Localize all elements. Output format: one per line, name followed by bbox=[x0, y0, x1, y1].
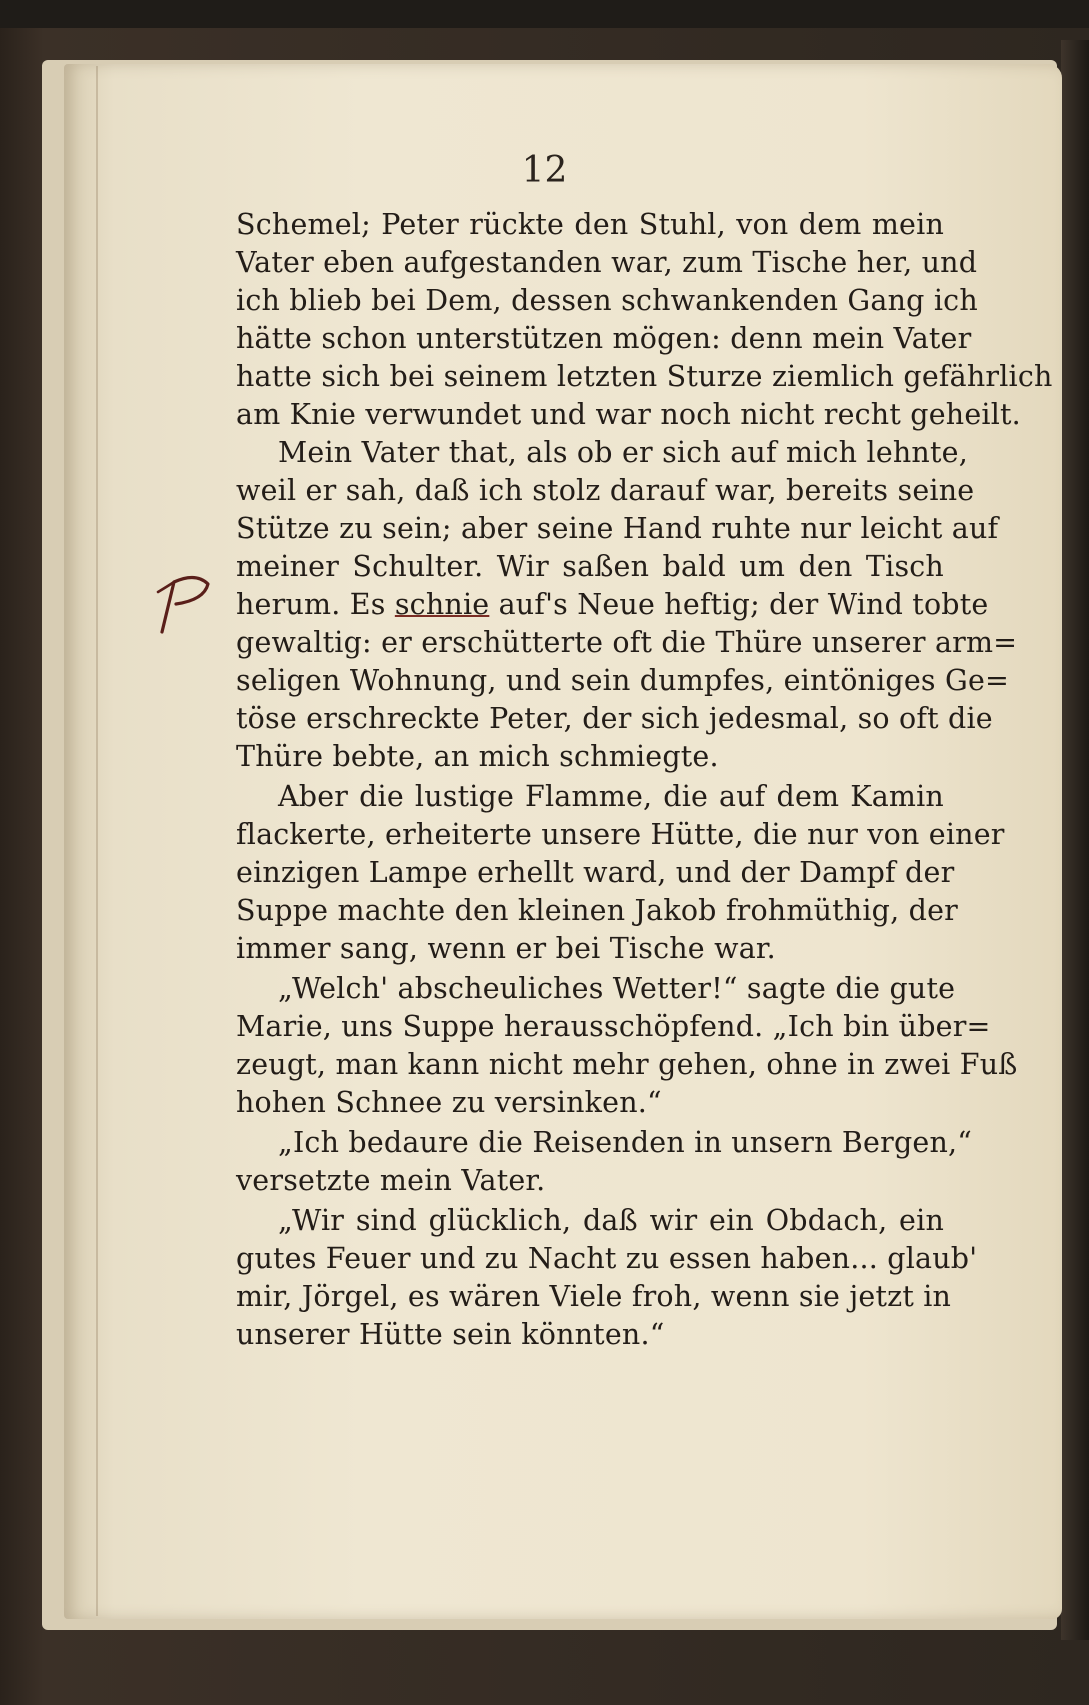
text-line: zeugt, man kann nicht mehr gehen, ohne in zwei Fuß bbox=[236, 1048, 1018, 1081]
text-line: seligen Wohnung, und sein dumpfes, eintöniges Ge= bbox=[236, 664, 1010, 697]
text-line: meiner Schulter. Wir saßen bald um den Tisch bbox=[236, 550, 944, 583]
text-line: Schemel; Peter rückte den Stuhl, von dem mein bbox=[236, 208, 944, 241]
text-line: hohen Schnee zu versinken.“ bbox=[236, 1086, 662, 1119]
text-line: am Knie verwundet und war noch nicht recht geheilt. bbox=[236, 398, 1021, 431]
margin-mark-pencil bbox=[152, 570, 222, 640]
text-line: mir, Jörgel, es wären Viele froh, wenn sie jetzt in bbox=[236, 1280, 952, 1313]
text-line: töse erschreckte Peter, der sich jedesmal, so oft die bbox=[236, 702, 993, 735]
page-fold bbox=[96, 66, 98, 1616]
text-line: versetzte mein Vater. bbox=[236, 1164, 546, 1197]
text-line: weil er sah, daß ich stolz darauf war, bereits seine bbox=[236, 474, 975, 507]
paragraph-start-line: Mein Vater that, als ob er sich auf mich lehnte, bbox=[278, 436, 968, 469]
paragraph-start-line: „Welch' abscheuliches Wetter!“ sagte die gute bbox=[278, 972, 956, 1005]
text-line: Vater eben aufgestanden war, zum Tische her, und bbox=[236, 246, 978, 279]
cover-edge bbox=[1061, 40, 1089, 1640]
text-line: ich blieb bei Dem, dessen schwankenden Gang ich bbox=[236, 284, 978, 317]
text-line: unserer Hütte sein könnten.“ bbox=[236, 1318, 665, 1351]
paragraph-start-line: „Ich bedaure die Reisenden in unsern Bergen,“ bbox=[278, 1126, 973, 1159]
text-line: immer sang, wenn er bei Tische war. bbox=[236, 932, 776, 965]
text-line: gutes Feuer und zu Nacht zu essen haben... glaub' bbox=[236, 1242, 978, 1275]
text-line: Marie, uns Suppe herausschöpfend. „Ich bin über= bbox=[236, 1010, 991, 1043]
text-segment: herum. Es bbox=[236, 588, 395, 621]
paragraph-start-line: „Wir sind glücklich, daß wir ein Obdach, ein bbox=[278, 1204, 944, 1237]
text-line: Thüre bebte, an mich schmiegte. bbox=[236, 740, 719, 773]
text-line: hatte sich bei seinem letzten Sturze ziemlich gefährlich bbox=[236, 360, 1053, 393]
underlined-word: schnie bbox=[394, 588, 490, 621]
text-line: flackerte, erheiterte unsere Hütte, die nur von einer bbox=[236, 818, 1005, 851]
text-line: einzigen Lampe erhellt ward, und der Dampf der bbox=[236, 856, 955, 889]
text-line: Stütze zu sein; aber seine Hand ruhte nur leicht auf bbox=[236, 512, 999, 545]
text-line: gewaltig: er erschütterte oft die Thüre unserer arm= bbox=[236, 626, 1018, 659]
text-segment: auf's Neue heftig; der Wind tobte bbox=[489, 588, 989, 621]
page-number: 12 bbox=[521, 150, 568, 191]
text-line-with-underline bbox=[236, 585, 989, 625]
text-line: Suppe machte den kleinen Jakob frohmüthig, der bbox=[236, 894, 958, 927]
text-line: hätte schon unterstützen mögen: denn mein Vater bbox=[236, 322, 972, 355]
paragraph-start-line: Aber die lustige Flamme, die auf dem Kamin bbox=[278, 780, 944, 813]
